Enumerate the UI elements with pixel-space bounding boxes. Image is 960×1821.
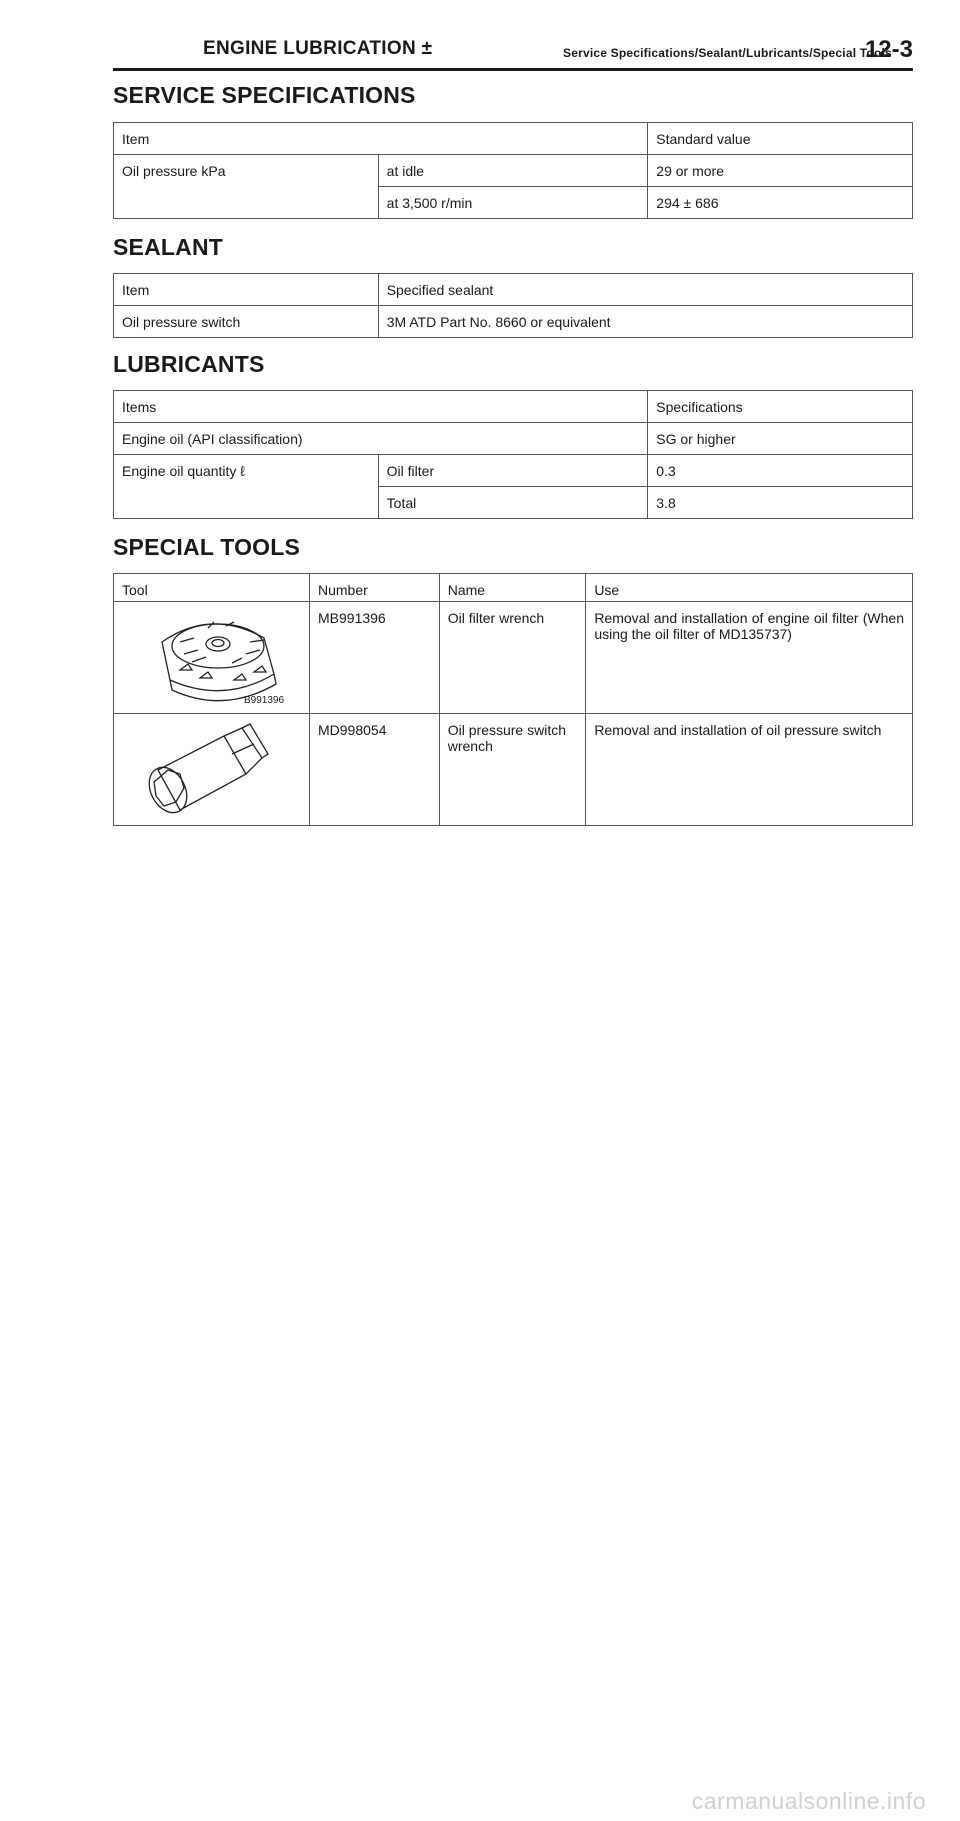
table-row — [114, 274, 913, 306]
item-cell: Oil pressure kPa — [114, 155, 379, 219]
table-row — [114, 574, 913, 602]
service-specifications-table — [113, 122, 913, 219]
condition-cell: at 3,500 r/min — [378, 187, 648, 219]
special-tools-table — [113, 573, 913, 826]
tool-image-label: B991396 — [244, 695, 285, 706]
section-subtitle: Service Specifications/Sealant/Lubricants/Special Tools — [563, 46, 892, 60]
section-title: ENGINE LUBRICATION ± — [203, 38, 433, 59]
table-row — [114, 714, 913, 826]
tool-use-cell: Removal and installation of engine oil filter (When using the oil filter of MD135737) — [586, 602, 913, 714]
item-cell: Engine oil (API classification) — [114, 423, 648, 455]
value-cell: 294 ± 686 — [648, 187, 913, 219]
part-cell: Oil filter — [378, 455, 648, 487]
tool-image-cell — [114, 714, 310, 826]
header-cell: Items — [114, 391, 648, 423]
table-row — [114, 155, 913, 187]
table-row — [114, 455, 913, 487]
table-row — [114, 423, 913, 455]
value-cell: SG or higher — [648, 423, 913, 455]
tool-name-cell: Oil filter wrench — [439, 602, 586, 714]
table-row — [114, 123, 913, 155]
service-specifications-heading: SERVICE SPECIFICATIONS — [113, 82, 416, 108]
tool-number-cell: MB991396 — [310, 602, 440, 714]
header-cell: Tool — [114, 574, 310, 602]
table-row — [114, 306, 913, 338]
item-cell: Engine oil quantity ℓ — [114, 455, 379, 519]
tool-number-cell: MD998054 — [310, 714, 440, 826]
oil-pressure-switch-wrench-image — [114, 714, 309, 825]
special-tools-heading: SPECIAL TOOLS — [113, 534, 301, 560]
table-row — [114, 602, 913, 714]
header-cell: Item — [114, 274, 379, 306]
value-cell: 0.3 — [648, 455, 913, 487]
tool-image-cell — [114, 602, 310, 714]
page-header — [113, 38, 913, 71]
value-cell: 3.8 — [648, 487, 913, 519]
watermark: carmanualsonline.info — [691, 1788, 926, 1814]
part-cell: Total — [378, 487, 648, 519]
sealant-heading: SEALANT — [113, 234, 224, 260]
oil-filter-wrench-image — [114, 602, 309, 713]
header-cell: Use — [586, 574, 913, 602]
header-cell: Number — [310, 574, 440, 602]
table-row — [114, 391, 913, 423]
condition-cell: at idle — [378, 155, 648, 187]
sealant-table — [113, 273, 913, 338]
lubricants-table — [113, 390, 913, 519]
tool-use-cell: Removal and installation of oil pressure switch — [586, 714, 913, 826]
header-cell: Specified sealant — [378, 274, 912, 306]
header-cell: Item — [114, 123, 648, 155]
tool-name-cell: Oil pressure switch wrench — [439, 714, 586, 826]
header-cell: Specifications — [648, 391, 913, 423]
header-cell: Standard value — [648, 123, 913, 155]
item-cell: Oil pressure switch — [114, 306, 379, 338]
header-cell: Name — [439, 574, 586, 602]
sealant-cell: 3M ATD Part No. 8660 or equivalent — [378, 306, 912, 338]
page-number: 12-3 — [864, 36, 913, 63]
value-cell: 29 or more — [648, 155, 913, 187]
lubricants-heading: LUBRICANTS — [113, 351, 265, 377]
